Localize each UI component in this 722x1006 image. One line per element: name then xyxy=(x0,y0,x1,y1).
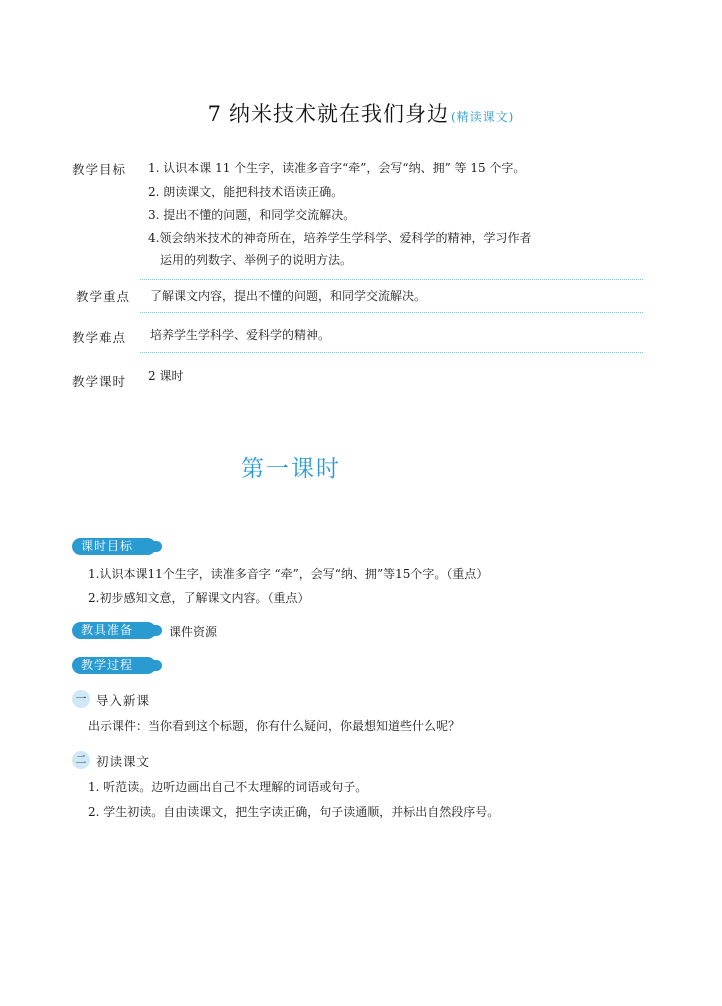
divider xyxy=(140,312,643,313)
objective-item-3: 3. 提出不懂的问题，和同学交流解决。 xyxy=(148,208,356,222)
class-objectives-badge: 课时目标 xyxy=(72,538,156,555)
objective-item-4: 4.领会纳米技术的神奇所在，培养学生学科学、爱科学的精神，学习作者 xyxy=(148,231,532,245)
divider xyxy=(140,352,643,353)
class-objective-item-2: 2.初步感知文意，了解课文内容。（重点） xyxy=(88,591,310,605)
lesson-type: (精读课文) xyxy=(451,110,515,124)
lesson-title xyxy=(0,98,722,128)
class-hours-label: 教学课时 xyxy=(72,372,158,390)
lesson-name: 纳米技术就在我们身边 xyxy=(229,102,449,126)
objective-item-1: 1. 认识本课 11 个生字，读准多音字“牵”，会写“纳、拥” 等 15 个字。 xyxy=(148,161,526,175)
difficulty-text: 培养学生学科学、爱科学的精神。 xyxy=(150,328,331,342)
materials-text: 课件资源 xyxy=(169,625,218,639)
step-2-line-2: 2. 学生初读。自由读课文，把生字读正确，句子读通顺，并标出自然段序号。 xyxy=(88,805,500,819)
step-title-1: 导入新课 xyxy=(96,693,151,708)
step-1-line-1: 出示课件：当你看到这个标题，你有什么疑问，你最想知道些什么呢？ xyxy=(88,719,461,733)
step-number-2: 二 xyxy=(72,751,90,769)
step-number-1: 一 xyxy=(72,690,90,708)
process-badge: 教学过程 xyxy=(72,657,156,674)
key-point-label: 教学重点 xyxy=(76,287,162,305)
objective-item-4-cont: 运用的列数字、举例子的说明方法。 xyxy=(160,253,353,267)
materials-badge: 教具准备 xyxy=(72,622,156,639)
objectives-label: 教学目标 xyxy=(72,160,158,178)
lesson-number: 7 xyxy=(207,102,221,126)
step-2-line-1: 1. 听范读。边听边画出自己不太理解的词语或句子。 xyxy=(88,780,368,794)
difficulty-label: 教学难点 xyxy=(72,328,158,346)
class-hours-text: 2 课时 xyxy=(148,369,184,383)
divider xyxy=(140,279,643,280)
class-objective-item-1: 1.认识本课11个生字，读准多音字 “牵”，会写“纳、拥”等15个字。（重点） xyxy=(88,567,489,581)
key-point-text: 了解课文内容，提出不懂的问题，和同学交流解决。 xyxy=(150,289,427,303)
section-heading: 第一课时 xyxy=(241,456,341,482)
step-title-2: 初读课文 xyxy=(96,754,151,769)
objective-item-2: 2. 朗读课文，能把科技术语读正确。 xyxy=(148,185,344,199)
